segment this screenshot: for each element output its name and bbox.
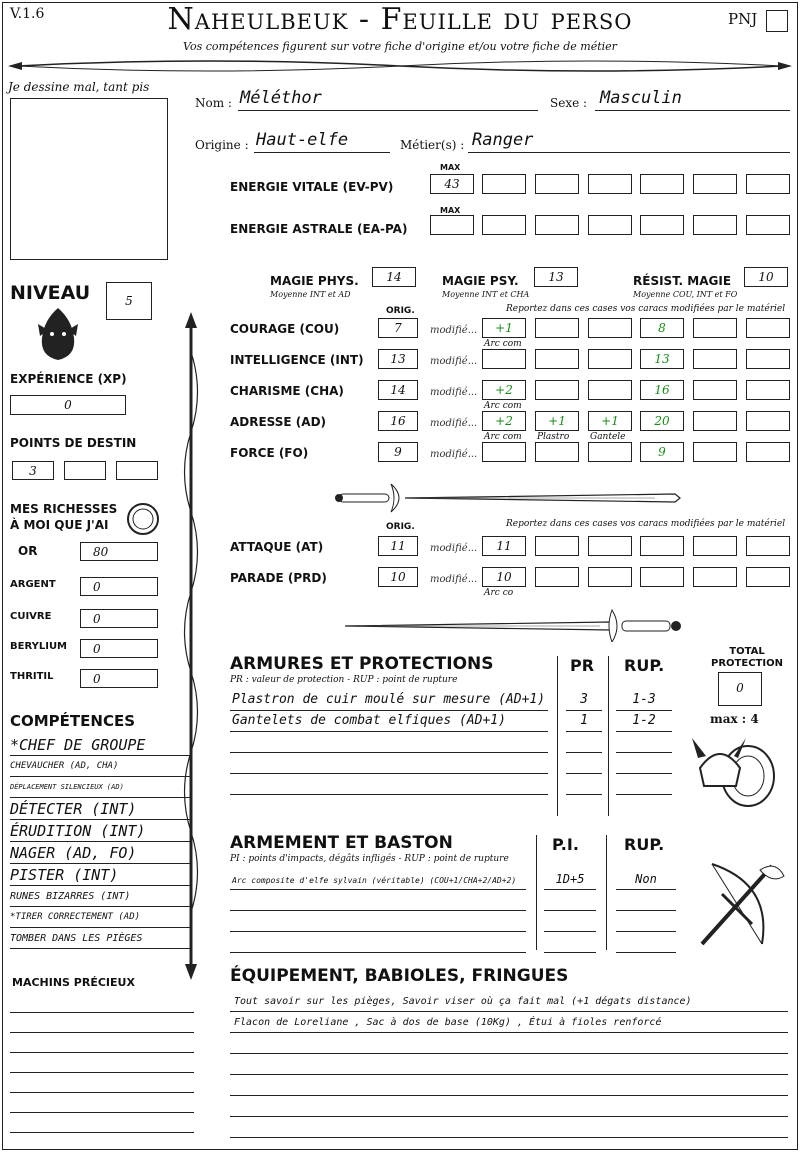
destin-label: POINTS DE DESTIN — [10, 436, 137, 450]
ea-cells-box-3[interactable] — [640, 215, 684, 235]
nom-value[interactable]: Méléthor — [240, 88, 322, 108]
niveau-box[interactable] — [106, 282, 152, 320]
armures-pr-header: PR — [570, 656, 595, 675]
arme-line — [230, 889, 526, 890]
helmet-shield-icon — [690, 728, 780, 812]
armures-rup-header: RUP. — [624, 656, 665, 675]
armement-note: PI : points d'impacts, dégâts infligés - RUP : point de rupture — [230, 854, 509, 864]
stat-cell[interactable] — [482, 567, 526, 587]
stat-cell-note: Plastro — [537, 432, 570, 442]
equipement-line — [230, 1074, 788, 1075]
armure-pr-line — [566, 731, 602, 732]
ev-label: ENERGIE VITALE (EV-PV) — [230, 180, 394, 194]
arme-pi-line — [544, 889, 596, 890]
stat-cell-value: 13 — [654, 352, 670, 366]
magie-psy-value: 13 — [548, 270, 564, 284]
armure-rup-line — [616, 752, 672, 753]
armure-rup[interactable]: 1-3 — [632, 692, 656, 707]
armure-rup-line — [616, 773, 672, 774]
arme-name[interactable]: Arc composite d'elfe sylvain (véritable) (COU+1/CHA+2/AD+2) — [232, 876, 517, 885]
stat-cell[interactable] — [535, 442, 579, 462]
stat-cell[interactable] — [746, 349, 790, 369]
stats-note: Reportez dans ces cases vos caracs modifiées par le matériel — [506, 304, 786, 314]
armure-name[interactable]: Gantelets de combat elfiques (AD+1) — [232, 713, 506, 728]
armure-pr-line — [566, 710, 602, 711]
stat-modifie-label: modifié... — [430, 356, 478, 367]
stat-cell[interactable] — [482, 536, 526, 556]
competence-item[interactable]: DÉTECTER (INT) — [10, 798, 190, 820]
sexe-value[interactable]: Masculin — [600, 88, 682, 108]
money-box[interactable] — [80, 639, 158, 658]
competence-item[interactable]: PISTER (INT) — [10, 864, 190, 886]
nom-label: Nom : — [195, 96, 232, 110]
stat-cell-note: Arc com — [484, 339, 522, 349]
stat-orig-box[interactable] — [378, 442, 418, 462]
ea-cells-box-0[interactable] — [482, 215, 526, 235]
money-label: ARGENT — [10, 579, 56, 590]
stat-orig-box[interactable] — [378, 536, 418, 556]
destin-box[interactable] — [64, 461, 106, 480]
stat-cell-value: +1 — [601, 414, 619, 428]
machin-line — [10, 1072, 194, 1073]
arme-rup-line — [616, 952, 676, 953]
stat-modifie-label: modifié... — [430, 418, 478, 429]
combat-orig-label: ORIG. — [386, 522, 415, 532]
stat-cell[interactable] — [535, 349, 579, 369]
niveau-label: NIVEAU — [10, 282, 91, 304]
arme-line — [230, 910, 526, 911]
armement-title: ARMEMENT ET BASTON — [230, 833, 453, 853]
total-protection-box[interactable] — [718, 672, 762, 706]
equipement-title: ÉQUIPEMENT, BABIOLES, FRINGUES — [230, 966, 569, 986]
armure-pr-line — [566, 752, 602, 753]
max-protection: max : 4 — [710, 712, 759, 726]
metier-label: Métier(s) : — [400, 138, 465, 152]
ev-cells-box-0[interactable] — [482, 174, 526, 194]
armure-line — [230, 794, 548, 795]
armure-line — [230, 731, 548, 732]
machin-line — [10, 1012, 194, 1013]
armure-pr-line — [566, 773, 602, 774]
magie-phys-note: Moyenne INT et AD — [270, 290, 351, 299]
stat-cell[interactable] — [535, 318, 579, 338]
stat-orig-value: 14 — [390, 383, 406, 397]
ea-cells-box-4[interactable] — [693, 215, 737, 235]
niveau-value: 5 — [125, 294, 133, 308]
xp-value: 0 — [64, 398, 72, 412]
stat-cell[interactable] — [588, 567, 632, 587]
equipement-line — [230, 1116, 788, 1117]
ea-label: ENERGIE ASTRALE (EA-PA) — [230, 222, 408, 236]
magie-psy-box[interactable] — [534, 267, 578, 287]
stat-cell[interactable] — [535, 411, 579, 431]
stat-cell[interactable] — [482, 318, 526, 338]
armure-line — [230, 710, 548, 711]
xp-box[interactable] — [10, 395, 126, 415]
money-label: BERYLIUM — [10, 641, 68, 652]
stat-cell-value: 8 — [658, 321, 666, 335]
destin-box[interactable] — [116, 461, 158, 480]
metier-value[interactable]: Ranger — [472, 130, 534, 150]
stat-modifie-label: modifié... — [430, 543, 478, 554]
armure-pr-line — [566, 794, 602, 795]
stat-orig-value: 11 — [390, 539, 406, 553]
sexe-line — [595, 110, 790, 111]
arme-rup-line — [616, 910, 676, 911]
ea-cells-box-2[interactable] — [588, 215, 632, 235]
armure-rup-line — [616, 731, 672, 732]
ev-cells-box-2[interactable] — [588, 174, 632, 194]
stat-cell[interactable] — [588, 349, 632, 369]
machin-line — [10, 1052, 194, 1053]
armure-line — [230, 752, 548, 753]
richesses-label-2: À MOI QUE J'AI — [10, 518, 109, 532]
stat-cell-note: Arc com — [484, 401, 522, 411]
stat-orig-box[interactable] — [378, 349, 418, 369]
equipement-line — [230, 1095, 788, 1096]
arme-pi-line — [544, 910, 596, 911]
armures-note: PR : valeur de protection - RUP : point de rupture — [230, 675, 458, 685]
combat-note: Reportez dans ces cases vos caracs modifiées par le matériel — [506, 519, 786, 529]
stat-label: INTELLIGENCE (INT) — [230, 353, 364, 367]
stat-orig-value: 10 — [390, 570, 406, 584]
stat-cell[interactable] — [482, 442, 526, 462]
stat-cell-value: 20 — [654, 414, 670, 428]
stat-orig-value: 13 — [390, 352, 406, 366]
stat-cell[interactable] — [588, 442, 632, 462]
machins-title: MACHINS PRÉCIEUX — [12, 976, 135, 989]
stat-cell[interactable] — [640, 349, 684, 369]
stat-orig-box[interactable] — [378, 567, 418, 587]
competence-item[interactable]: CHEVAUCHER (AD, CHA) — [10, 756, 190, 777]
stat-cell-note: Arc co — [484, 588, 514, 598]
pnj-label: PNJ — [728, 10, 758, 28]
destin-box[interactable] — [12, 461, 54, 480]
stat-label: FORCE (FO) — [230, 446, 309, 460]
armure-pr[interactable]: 1 — [580, 713, 588, 728]
origine-line — [254, 152, 390, 153]
money-value: 0 — [93, 672, 101, 686]
version-label: V.1.6 — [10, 6, 45, 22]
arme-line — [230, 952, 526, 953]
stat-cell[interactable] — [693, 411, 737, 431]
stat-cell[interactable] — [640, 318, 684, 338]
stat-cell[interactable] — [693, 318, 737, 338]
stat-cell-note: Gantele — [590, 432, 626, 442]
stat-cell[interactable] — [588, 380, 632, 400]
stat-label: PARADE (PRD) — [230, 571, 327, 585]
portrait-box[interactable] — [10, 98, 168, 260]
machin-line — [10, 1092, 194, 1093]
destin-value: 3 — [29, 464, 37, 478]
stat-cell-value: +2 — [495, 383, 513, 397]
competence-item[interactable]: *CHEF DE GROUPE — [10, 734, 190, 756]
total-label-2: PROTECTION — [711, 658, 783, 669]
arme-rup-line — [616, 931, 676, 932]
machin-line — [10, 1112, 194, 1113]
armure-line — [230, 773, 548, 774]
stat-label: ADRESSE (AD) — [230, 415, 327, 429]
resist-magie-box[interactable] — [744, 267, 788, 287]
stat-cell[interactable] — [535, 380, 579, 400]
money-box[interactable] — [80, 669, 158, 688]
armure-rup[interactable]: 1-2 — [632, 713, 656, 728]
competence-item[interactable]: ÉRUDITION (INT) — [10, 820, 190, 842]
money-value: 0 — [93, 580, 101, 594]
sexe-label: Sexe : — [550, 96, 588, 110]
competence-item[interactable]: *TIRER CORRECTEMENT (AD) — [10, 907, 190, 928]
stat-cell[interactable] — [535, 567, 579, 587]
ev-max-value: 43 — [444, 177, 460, 191]
stat-cell[interactable] — [746, 318, 790, 338]
metier-line — [468, 152, 790, 153]
competence-item[interactable]: RUNES BIZARRES (INT) — [10, 886, 190, 907]
weapons-icon — [692, 854, 790, 954]
stat-cell[interactable] — [535, 536, 579, 556]
stat-orig-value: 16 — [390, 414, 406, 428]
equipement-line — [230, 1137, 788, 1138]
arme-rup[interactable]: Non — [635, 872, 657, 886]
machin-line — [10, 1132, 194, 1133]
stat-orig-value: 7 — [394, 321, 402, 335]
origine-label: Origine : — [195, 138, 249, 152]
ev-max-label: MAX — [440, 163, 461, 172]
stat-cell[interactable] — [693, 380, 737, 400]
money-box[interactable] — [80, 542, 158, 561]
stat-cell[interactable] — [746, 411, 790, 431]
stat-cell-value: 16 — [654, 383, 670, 397]
stat-cell[interactable] — [693, 349, 737, 369]
ea-cells-box-5[interactable] — [746, 215, 790, 235]
equipement-line — [230, 1053, 788, 1054]
title-ornament-vine — [8, 54, 792, 78]
stat-cell-value: 10 — [496, 570, 512, 584]
portrait-caption: Je dessine mal, tant pis — [8, 80, 150, 94]
arme-line — [230, 931, 526, 932]
resist-magie-value: 10 — [758, 270, 774, 284]
money-label: OR — [18, 544, 38, 558]
coin-icon — [126, 502, 160, 536]
arme-rup-line — [616, 889, 676, 890]
sheet-subtitle: Vos compétences figurent sur votre fiche d'origine et/ou votre fiche de métier — [183, 40, 617, 53]
armure-name[interactable]: Plastron de cuir moulé sur mesure (AD+1) — [232, 692, 546, 707]
armement-divider-2 — [606, 835, 607, 950]
resist-magie-note: Moyenne COU, INT et FO — [633, 290, 738, 299]
stat-cell[interactable] — [693, 536, 737, 556]
competence-item[interactable]: DÉPLACEMENT SILENCIEUX (AD) — [10, 777, 190, 798]
money-value: 0 — [93, 642, 101, 656]
stat-cell[interactable] — [482, 380, 526, 400]
money-box[interactable] — [80, 609, 158, 628]
arme-pi-line — [544, 931, 596, 932]
orig-label: ORIG. — [386, 306, 415, 316]
stat-cell[interactable] — [746, 567, 790, 587]
dragon-icon — [36, 304, 80, 362]
machin-line — [10, 1032, 194, 1033]
stat-cell-note: Arc com — [484, 432, 522, 442]
stat-cell[interactable] — [640, 536, 684, 556]
ev-cells-box-1[interactable] — [535, 174, 579, 194]
armement-rup-header: RUP. — [624, 835, 665, 854]
ev-max-box[interactable] — [430, 174, 474, 194]
stat-orig-box[interactable] — [378, 380, 418, 400]
ea-cells-box-1[interactable] — [535, 215, 579, 235]
stat-modifie-label: modifié... — [430, 449, 478, 460]
stat-orig-box[interactable] — [378, 318, 418, 338]
resist-magie-label: RÉSIST. MAGIE — [633, 274, 732, 288]
magie-phys-value: 14 — [386, 270, 402, 284]
stat-modifie-label: modifié... — [430, 387, 478, 398]
stat-label: COURAGE (COU) — [230, 322, 340, 336]
stat-orig-value: 9 — [394, 445, 402, 459]
money-value: 0 — [93, 612, 101, 626]
pnj-checkbox[interactable] — [766, 10, 788, 32]
staff-ornament — [178, 312, 204, 980]
sheet-title: Naheulbeuk - Feuille du perso — [167, 2, 633, 37]
stat-cell[interactable] — [693, 442, 737, 462]
arme-pi[interactable]: 1D+5 — [555, 872, 585, 886]
stat-modifie-label: modifié... — [430, 574, 478, 585]
sword-illustration — [335, 480, 685, 516]
nom-line — [238, 110, 538, 111]
stat-cell[interactable] — [640, 411, 684, 431]
stat-cell-value: +1 — [548, 414, 566, 428]
stat-cell-value: 11 — [496, 539, 512, 553]
armement-pi-header: P.I. — [552, 835, 579, 854]
ev-cells-box-3[interactable] — [640, 174, 684, 194]
competences-title: COMPÉTENCES — [10, 712, 136, 730]
stat-cell-value: +2 — [495, 414, 513, 428]
stat-cell[interactable] — [588, 411, 632, 431]
stat-cell[interactable] — [640, 567, 684, 587]
armures-divider-1 — [557, 656, 558, 816]
arme-pi-line — [544, 952, 596, 953]
armure-pr[interactable]: 3 — [580, 692, 588, 707]
magie-psy-note: Moyenne INT et CHA — [442, 290, 530, 299]
stat-cell-value: 9 — [658, 445, 666, 459]
ev-cells-box-4[interactable] — [693, 174, 737, 194]
competence-item[interactable]: TOMBER DANS LES PIÈGES — [10, 928, 190, 949]
stat-label: CHARISME (CHA) — [230, 384, 344, 398]
sword-illustration-2 — [340, 606, 685, 642]
richesses-label-1: MES RICHESSES — [10, 502, 118, 516]
ev-cells-box-5[interactable] — [746, 174, 790, 194]
total-label-1: TOTAL — [729, 646, 765, 657]
money-label: THRITIL — [10, 671, 54, 682]
armement-divider-1 — [536, 835, 537, 950]
stat-cell[interactable] — [640, 380, 684, 400]
stat-cell-value: +1 — [495, 321, 513, 335]
stat-cell[interactable] — [746, 442, 790, 462]
equipement-item[interactable]: Flacon de Loreliane , Sac à dos de base (10Kg) , Étui à fioles renforcé — [234, 1017, 662, 1028]
money-box[interactable] — [80, 577, 158, 596]
armure-rup-line — [616, 710, 672, 711]
armures-title: ARMURES ET PROTECTIONS — [230, 654, 494, 674]
competence-item[interactable]: NAGER (AD, FO) — [10, 842, 190, 864]
equipement-line — [230, 1032, 788, 1033]
stat-orig-box[interactable] — [378, 411, 418, 431]
stat-cell[interactable] — [482, 349, 526, 369]
magie-phys-label: MAGIE PHYS. — [270, 274, 359, 288]
stat-cell[interactable] — [588, 536, 632, 556]
stat-cell[interactable] — [746, 380, 790, 400]
magie-phys-box[interactable] — [372, 267, 416, 287]
ea-max-box[interactable] — [430, 215, 474, 235]
stat-cell[interactable] — [640, 442, 684, 462]
armure-rup-line — [616, 794, 672, 795]
ea-max-label: MAX — [440, 206, 461, 215]
equipement-line — [230, 1011, 788, 1012]
total-protection-value: 0 — [736, 681, 744, 695]
stat-modifie-label: modifié... — [430, 325, 478, 336]
money-value: 80 — [93, 545, 109, 559]
xp-label: EXPÉRIENCE (XP) — [10, 372, 127, 386]
origine-value[interactable]: Haut-elfe — [256, 130, 349, 150]
equipement-item[interactable]: Tout savoir sur les pièges, Savoir viser où ça fait mal (+1 dégats distance) — [234, 996, 692, 1007]
stat-cell[interactable] — [482, 411, 526, 431]
magie-psy-label: MAGIE PSY. — [442, 274, 519, 288]
stat-cell[interactable] — [746, 536, 790, 556]
money-label: CUIVRE — [10, 611, 52, 622]
stat-cell[interactable] — [693, 567, 737, 587]
stat-cell[interactable] — [588, 318, 632, 338]
stat-label: ATTAQUE (AT) — [230, 540, 324, 554]
armures-divider-2 — [608, 656, 609, 816]
